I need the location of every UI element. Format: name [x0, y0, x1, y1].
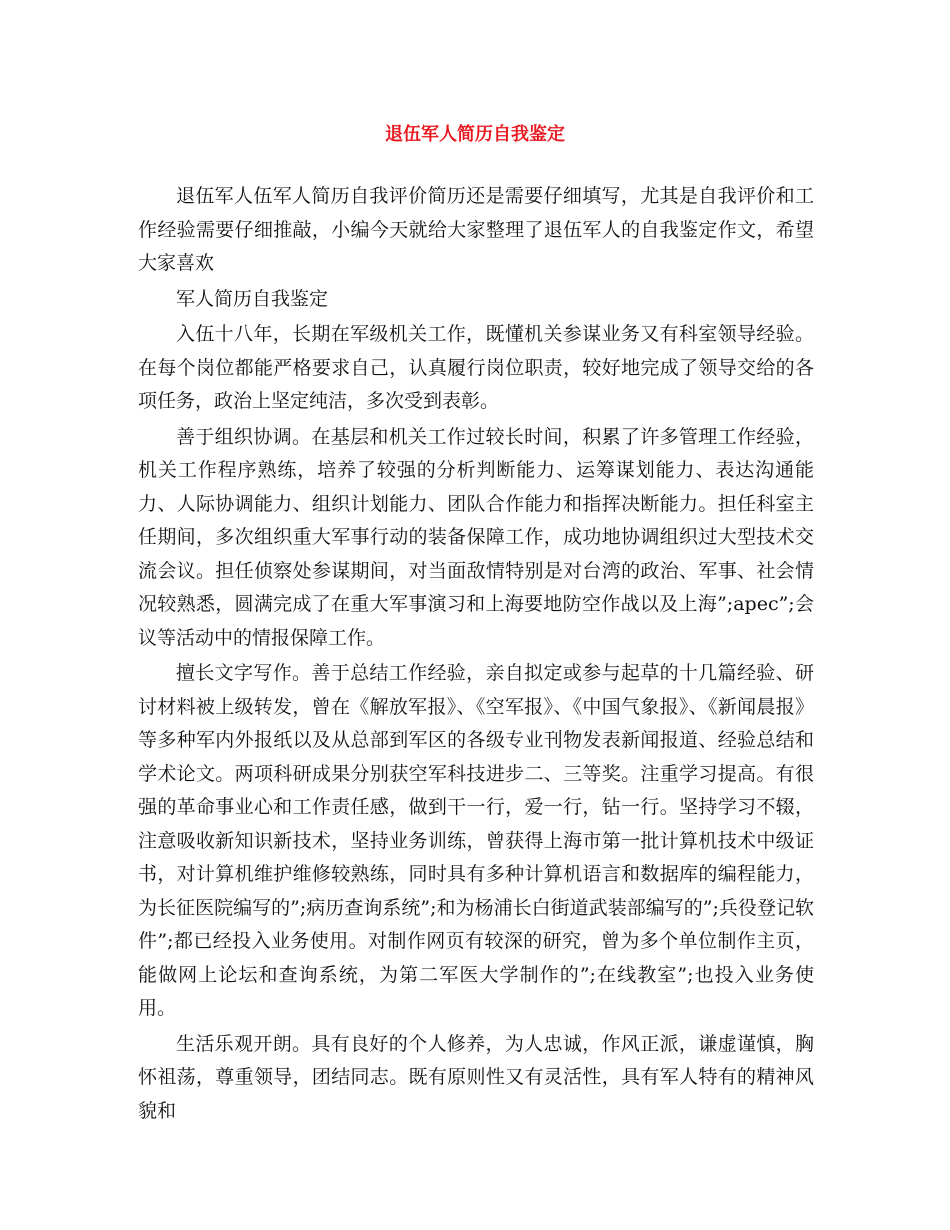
paragraph-writing: 擅长文字写作。善于总结工作经验，亲自拟定或参与起草的十几篇经验、研讨材料被上级转发，曾在《解放军报》、《空军报》、《中国气象报》、《新闻晨报》等多种军内外报纸以及从总部到军区的各级专业刊物发表新闻报道、经验总结和学术论文。两项科研成果分别获空军科技进步二、三等奖。注重学习提高。有很强的革命事业心和工作责任感，做到干一行，爱一行，钻一行。坚持学习不辍，注意吸收新知识新技术，坚持业务训练，曾获得上海市第一批计算机技术中级证书，对计算机维护维修较熟练，同时具有多种计算机语言和数据库的编程能力，为长征医院编写的”;病历查询系统”;和为杨浦长白街道武装部编写的”;兵役登记软件”;都已经投入业务使用。对制作网页有较深的研究，曾为多个单位制作主页，能做网上论坛和查询系统，为第二军医大学制作的”;在线教室”;也投入业务使用。: [138, 662, 814, 1019]
document-title: 退伍军人简历自我鉴定: [385, 124, 565, 145]
paragraph-intro: 退伍军人伍军人简历自我评价简历还是需要仔细填写，尤其是自我评价和工作经验需要仔细推敲，小编今天就给大家整理了退伍军人的自我鉴定作文，希望大家喜欢: [138, 185, 814, 274]
paragraph-coordination: 善于组织协调。在基层和机关工作过较长时间，积累了许多管理工作经验，机关工作程序熟练，培养了较强的分析判断能力、运筹谋划能力、表达沟通能力、人际协调能力、组织计划能力、团队合作能力和指挥决断能力。担任科室主任期间，多次组织重大军事行动的装备保障工作，成功地协调组织过大型技术交流会议。担任侦察处参谋期间，对当面敌情特别是对台湾的政治、军事、社会情况较熟悉，圆满完成了在重大军事演习和上海要地防空作战以及上海”;apec”;会议等活动中的情报保障工作。: [138, 425, 814, 649]
paragraph-service: 入伍十八年，长期在军级机关工作，既懂机关参谋业务又有科室领导经验。在每个岗位都能严格要求自己，认真履行岗位职责，较好地完成了领导交给的各项任务，政治上坚定纯洁，多次受到表彰。: [138, 323, 814, 412]
document-body: [138, 180, 814, 1130]
paragraph-life: 生活乐观开朗。具有良好的个人修养，为人忠诚，作风正派，谦虚谨慎，胸怀祖荡，尊重领导，团结同志。既有原则性又有灵活性，具有军人特有的精神风貌和: [138, 1032, 814, 1122]
paragraph-subheading: 军人简历自我鉴定: [176, 287, 329, 310]
